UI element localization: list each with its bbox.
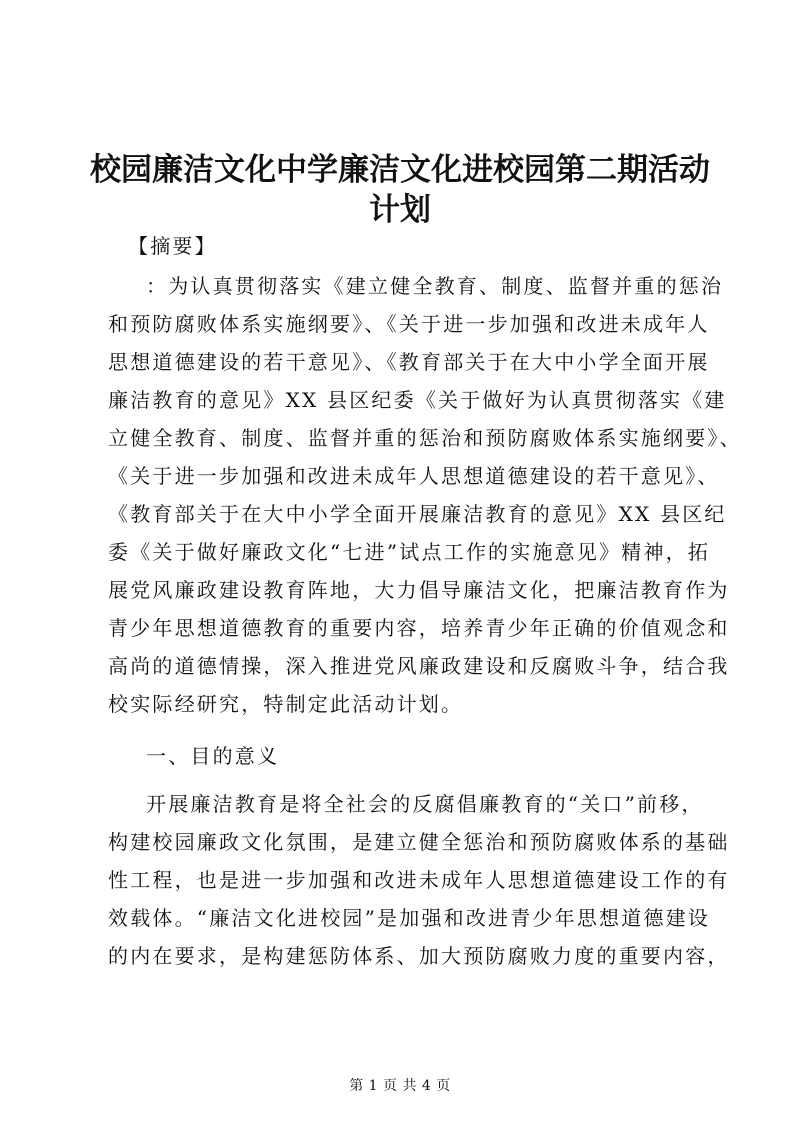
body-line: 《关于进一步加强和改进未成年人思想道德建设的若干意见》、 [108, 464, 720, 488]
body-line: 的内在要求，是构建惩防体系、加大预防腐败力度的重要内容， [108, 944, 730, 968]
body-line: 开展廉洁教育是将全社会的反腐倡廉教育的“关口”前移， [146, 792, 704, 816]
body-line: 效载体。“廉洁文化进校园”是加强和改进青少年思想道德建设 [108, 906, 711, 930]
body-line: ：为认真贯彻落实《建立健全教育、制度、监督并重的惩治 [146, 274, 724, 298]
body-line: 构建校园廉政文化氛围，是建立健全惩治和预防腐败体系的基础 [108, 830, 730, 854]
document-title-line-1: 校园廉洁文化中学廉洁文化进校园第二期活动 [90, 152, 710, 188]
page-number-footer: 第 1 页 共 4 页 [349, 1078, 451, 1094]
body-line: 展党风廉政建设教育阵地，大力倡导廉洁文化，把廉洁教育作为 [108, 578, 730, 602]
section-heading-purpose: 一、目的意义 [146, 744, 280, 768]
body-line: 和预防腐败体系实施纲要》、《关于进一步加强和改进未成年人 [108, 312, 710, 336]
body-line: 思想道德建设的若干意见》、《教育部关于在大中小学全面开展 [108, 350, 710, 374]
body-line: 委《关于做好廉政文化“七进”试点工作的实施意见》精神，拓 [108, 540, 711, 564]
abstract-heading: 【摘要】 [128, 234, 217, 258]
document-title-line-2: 计划 [369, 192, 431, 228]
body-line: 立健全教育、制度、监督并重的惩治和预防腐败体系实施纲要》、 [108, 426, 742, 450]
body-line: 青少年思想道德教育的重要内容，培养青少年正确的价值观念和 [108, 616, 730, 640]
body-line: 廉洁教育的意见》XX 县区纪委《关于做好为认真贯彻落实《建 [108, 388, 727, 412]
body-line: 高尚的道德情操，深入推进党风廉政建设和反腐败斗争，结合我 [108, 654, 730, 678]
body-line: 校实际经研究，特制定此活动计划。 [108, 692, 464, 716]
body-line: 《教育部关于在大中小学全面开展廉洁教育的意见》XX 县区纪 [108, 502, 727, 526]
body-line: 性工程，也是进一步加强和改进未成年人思想道德建设工作的有 [108, 868, 730, 892]
